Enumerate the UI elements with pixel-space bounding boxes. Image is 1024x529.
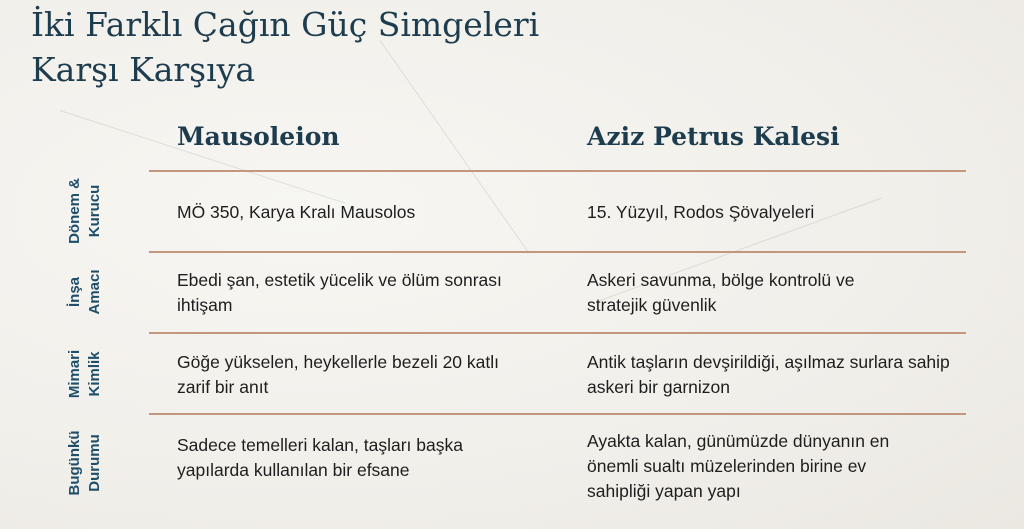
row-label-line: Dönem & <box>66 178 83 244</box>
row-label-line: Durumu <box>86 434 103 492</box>
cell-mausoleion-amac: Ebedi şan, estetik yücelik ve ölüm sonrası ihtişam <box>177 270 502 315</box>
cell-mausoleion-durum: Sadece temelleri kalan, taşları başka yapılarda kullanılan bir efsane <box>177 435 463 480</box>
cell-mausoleion-donem: MÖ 350, Karya Kralı Mausolos <box>177 202 416 222</box>
row-label-line: İnşa <box>66 277 83 308</box>
cell-mausoleion-mimari: Göğe yükselen, heykellerle bezeli 20 katlı zarif bir anıt <box>177 352 499 397</box>
cell-petrus-durum: Ayakta kalan, günümüzde dünyanın en önemli sualtı müzelerinden birine ev sahipliği yapan yapı <box>587 431 890 501</box>
divider <box>149 332 966 334</box>
divider <box>149 413 966 415</box>
title-line-2: Karşı Karşıya <box>31 50 255 89</box>
row-label-line: Bugünkü <box>66 430 83 496</box>
column-header-mausoleion: Mausoleion <box>177 122 340 151</box>
cell-petrus-mimari: Antik taşların devşirildiği, aşılmaz surlara sahip askeri bir garnizon <box>587 352 950 397</box>
cell-petrus-amac: Askeri savunma, bölge kontrolü ve stratejik güvenlik <box>587 270 855 315</box>
page-title <box>31 2 539 92</box>
divider <box>149 251 966 253</box>
title-line-1: İki Farklı Çağın Güç Simgeleri <box>31 5 540 44</box>
column-header-aziz-petrus: Aziz Petrus Kalesi <box>587 122 840 151</box>
row-label-line: Kimlik <box>86 351 103 397</box>
row-label-line: Kurucu <box>86 184 103 238</box>
row-label-line: Amacı <box>86 269 103 315</box>
divider <box>149 170 966 172</box>
row-label-line: Mimari <box>66 349 83 399</box>
cell-petrus-donem: 15. Yüzyıl, Rodos Şövalyeleri <box>587 202 815 222</box>
